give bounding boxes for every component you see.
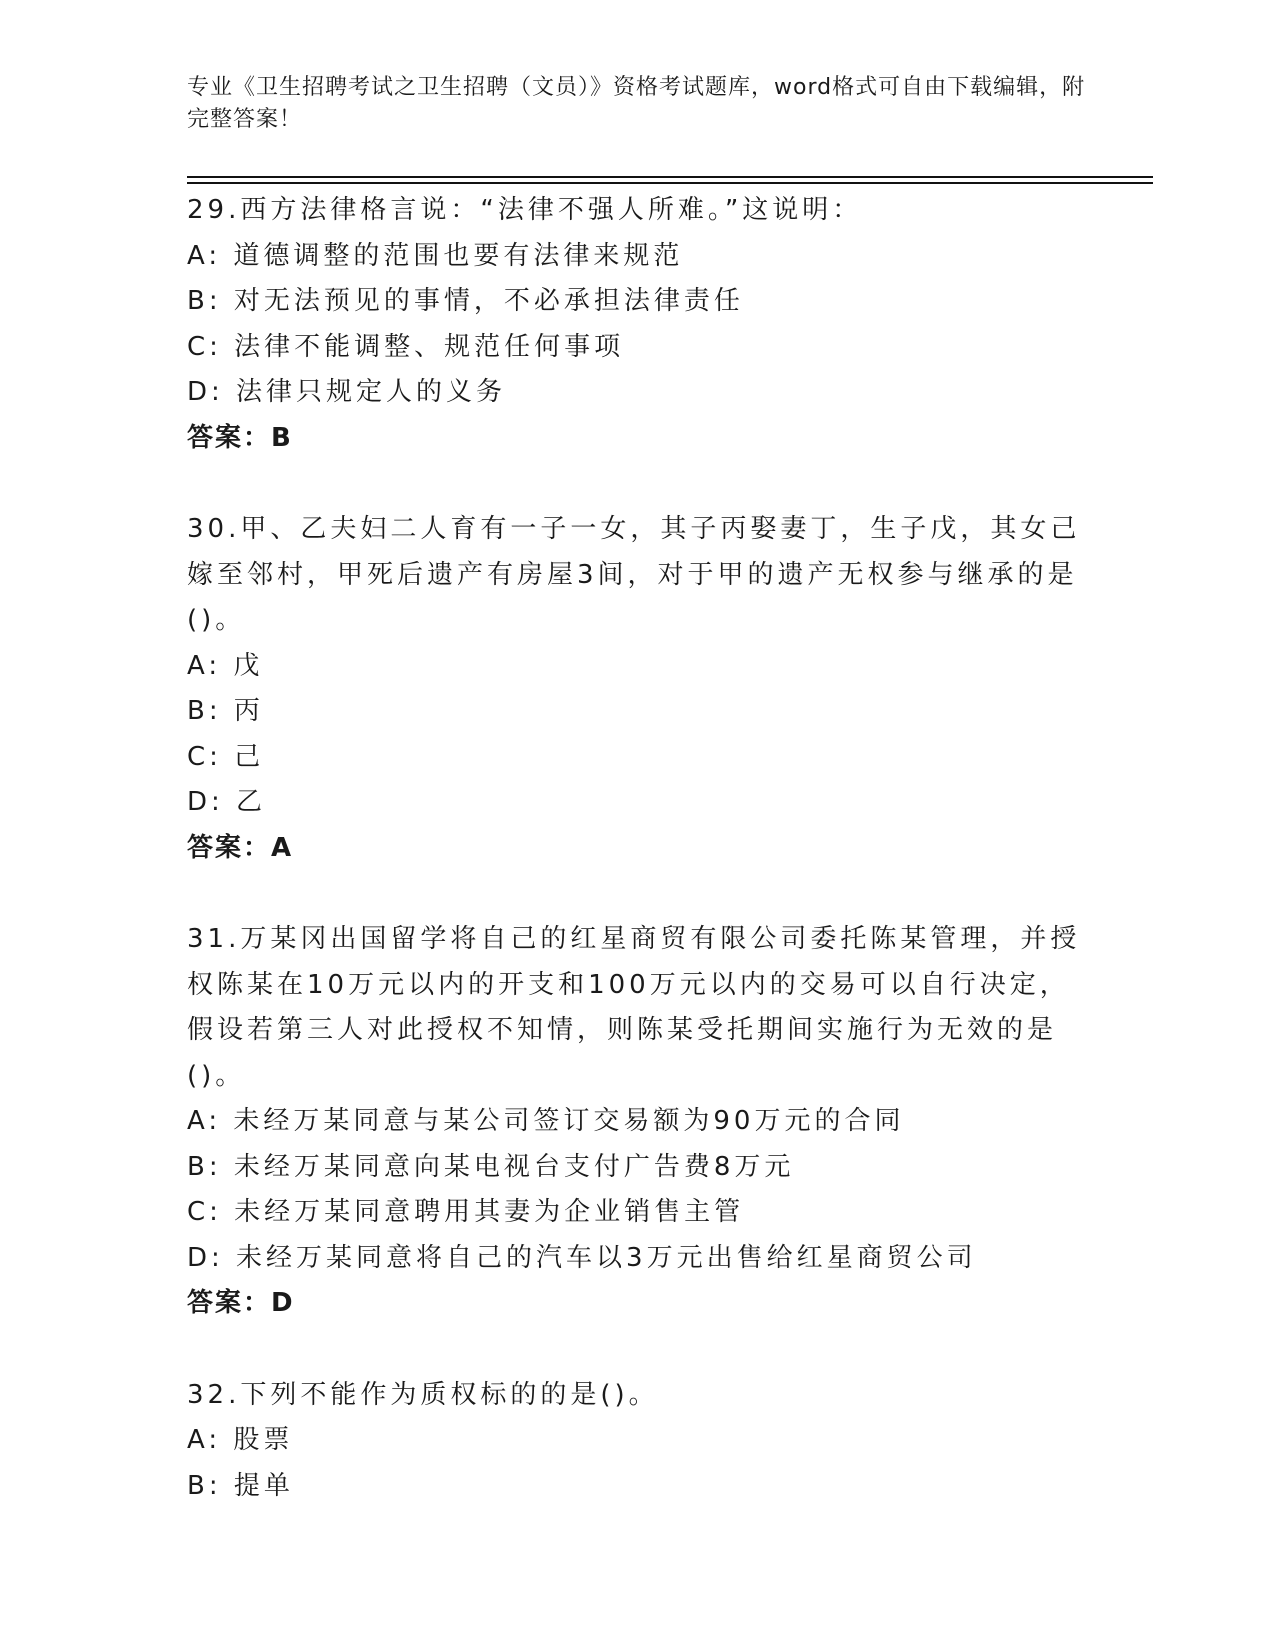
question-stem: 29.西方法律格言说：“法律不强人所难。”这说明： [187,195,863,225]
option-b: B: 未经万某同意向某电视台支付广告费8万元 [187,1151,795,1182]
option-d: D: 未经万某同意将自己的汽车以3万元出售给红星商贸公司 [187,1242,977,1273]
option-d: D: 法律只规定人的义务 [187,377,507,407]
option-a: A: 股票 [187,1425,294,1455]
option-a: A: 戊 [187,650,264,681]
option-d: D: 乙 [187,787,267,817]
question-31 [187,917,1087,1327]
question-list [187,188,1087,1509]
answer-line: 答案：A [187,832,294,863]
header-divider-top [187,176,1153,178]
question-30 [187,507,1087,871]
header-divider-bottom [187,182,1153,184]
option-c: C: 未经万某同意聘用其妻为企业销售主管 [187,1197,745,1227]
option-b: B: 对无法预见的事情，不必承担法律责任 [187,286,744,316]
question-29 [187,188,1087,461]
option-a: A: 道德调整的范围也要有法律来规范 [187,240,684,271]
question-stem: 32.下列不能作为质权标的的是()。 [187,1379,659,1410]
option-a: A: 未经万某同意与某公司签订交易额为90万元的合同 [187,1106,905,1136]
option-b: B: 丙 [187,696,264,726]
answer-line: 答案：B [187,422,293,453]
option-c: C: 己 [187,741,265,772]
answer-line: 答案：D [187,1288,295,1318]
question-32 [187,1373,1087,1510]
option-c: C: 法律不能调整、规范任何事项 [187,331,625,362]
header-title: 专业《卫生招聘考试之卫生招聘（文员）》资格考试题库，word格式可自由下载编辑，附完整答案！ [187,75,1086,132]
question-stem: 30.甲、乙夫妇二人育有一子一女，其子丙娶妻丁，生子戊，其女己嫁至邻村，甲死后遗产有房屋3间，对于甲的遗产无权参与继承的是()。 [187,514,1081,635]
option-b: B: 提单 [187,1470,294,1501]
document-header [187,72,1087,136]
question-stem: 31.万某冈出国留学将自己的红星商贸有限公司委托陈某管理，并授权陈某在10万元以内的开支和100万元以内的交易可以自行决定，假设若第三人对此授权不知情，则陈某受托期间实施行为无效的是()。 [187,924,1081,1091]
